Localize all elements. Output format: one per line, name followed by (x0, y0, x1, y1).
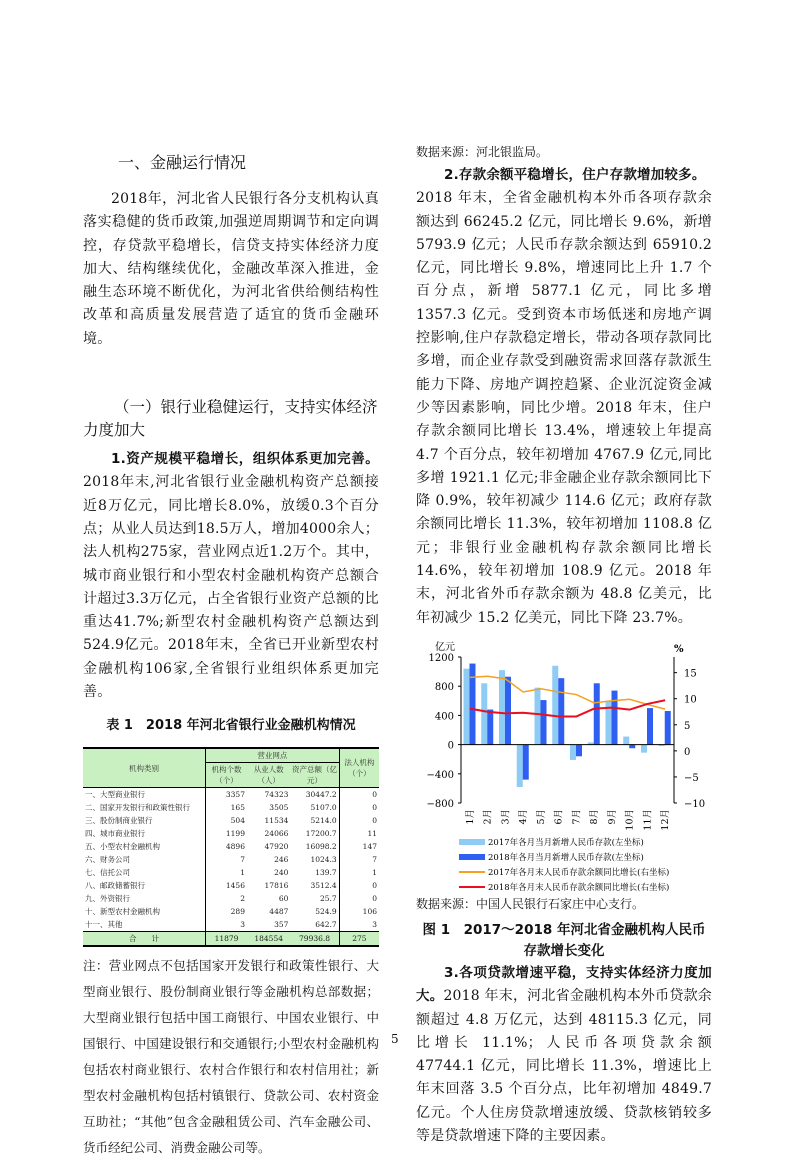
table-row (83, 788, 379, 802)
right-axis-unit: % (674, 643, 684, 655)
table-row (83, 879, 379, 892)
bar-2017 (499, 670, 505, 744)
legend-label: 2018年各月末人民币存款余额同比增长(右坐标) (488, 882, 670, 893)
table-cell: 0 (372, 790, 377, 800)
left-tick-label: −400 (426, 769, 454, 781)
table-cell: 139.7 (290, 866, 339, 879)
bar-2017 (623, 737, 629, 745)
table-total-cell: 11879 (206, 932, 247, 947)
table-cell: 147 (362, 842, 377, 852)
month-label: 9月 (606, 808, 618, 825)
para3-heading: 3.各项贷款增速平稳，支持实体经济力度加大。 (416, 964, 712, 1005)
bar-2017 (535, 688, 541, 745)
legend-label: 2018年各月当月新增人民币存款(左坐标) (488, 852, 644, 863)
bar-2018 (612, 691, 618, 745)
bar-2018 (647, 708, 653, 745)
table-total-cell: 275 (339, 932, 379, 947)
table-total-cell: 184554 (247, 932, 290, 947)
table-cell: 47920 (264, 842, 289, 852)
month-label: 10月 (624, 808, 636, 831)
right-tick-label: 15 (684, 668, 697, 680)
legend-swatch (459, 854, 485, 860)
month-label: 7月 (571, 808, 583, 825)
left-tick-label: 800 (434, 682, 454, 694)
table-cell: 0 (372, 881, 377, 891)
table-cell: 4896 (225, 842, 245, 852)
table-row (83, 801, 379, 814)
table-cell: 十一、其他 (83, 918, 206, 932)
header-count: 机构个数（个） (206, 763, 247, 788)
table-cell: 0 (372, 894, 377, 904)
left-tick-label: 1200 (428, 652, 454, 664)
bar-2018 (470, 664, 476, 745)
table-cell: 3 (372, 920, 377, 930)
month-label: 2月 (482, 808, 494, 825)
legend-label: 2017年各月当月新增人民币存款(左坐标) (488, 837, 644, 848)
table-caption: 表 1 2018 年河北省银行业金融机构情况 (106, 718, 356, 734)
table-cell: 106 (362, 907, 377, 917)
table-cell: 7 (372, 855, 377, 865)
table-total-row (83, 932, 379, 947)
bar-2018 (541, 700, 547, 745)
month-label: 1月 (464, 808, 476, 825)
bar-2018 (487, 709, 493, 744)
month-label: 6月 (553, 808, 565, 825)
month-label: 3月 (500, 808, 512, 825)
left-column (83, 188, 379, 1161)
table-cell: 五、小型农村金融机构 (83, 840, 206, 853)
bar-2018 (594, 683, 600, 744)
table-cell: 246 (274, 855, 289, 865)
table-cell: 一、大型商业银行 (83, 788, 206, 802)
legend-swatch (459, 839, 485, 845)
right-tick-label: 5 (684, 720, 691, 732)
page-number: 5 (391, 1032, 399, 1046)
table-cell: 17200.7 (290, 827, 339, 840)
section-title: 一、金融运行情况 (118, 153, 247, 172)
table-row (83, 827, 379, 840)
left-axis-unit: 亿元 (435, 641, 455, 653)
table-cell: 25.7 (290, 892, 339, 905)
table-cell: 二、国家开发银行和政策性银行 (83, 801, 206, 814)
table-row (83, 814, 379, 827)
bar-2017 (517, 745, 523, 787)
chart-source: 数据来源：中国人民银行石家庄中心支行。 (416, 896, 645, 911)
para2-text: 2018 年末，全省金融机构本外币各项存款余额达到 66245.2 亿元，同比增长 9.6%，新增 5793.9 亿元；人民币存款余额达到 65910.2 亿元，同比增长 9.8%，增速同比上升 1.7 个百分点，新增 5877.1 亿元，同比多增 1357.3 亿元。受到资本市场低迷和房地产调控影响,住户存款稳定增长，带动各项存款同比多增，而企业存款受到融资需求回落存款派生能力下降、房地产调控趋紧、企业沉淀资金减少等因素影响，同比少增。2018 年末，住户存款余额同比增长 13.4%，增速较上年提高 4.7 个百分点，较年初增加 4767.9 亿元,同比多增 1921.1 亿元;非金融企业存款余额同比下降 0.9%，较年初减少 114.6 亿元；政府存款余额同比增长 11.3%，较年初增加 1108.8 亿元；非银行业金融机构存款余额同比增长 14.6%，较年初增加 108.9 亿元。2018 年末，河北省外币存款余额为 48.8 亿美元，比年初减少 15.2 亿美元，同比下降 23.7%。 (416, 190, 712, 626)
table-row (83, 905, 379, 918)
table-cell: 六、财务公司 (83, 853, 206, 866)
table-cell: 3 (240, 920, 245, 930)
bar-2018 (576, 745, 582, 757)
table-cell: 240 (274, 868, 289, 878)
table-note: 注：营业网点不包括国家开发银行和政策性银行、大型商业银行、股份制商业银行等金融机构总部数据；大型商业银行包括中国工商银行、中国农业银行、中国银行、中国建设银行和交通银行;小型农村金融机构包括农村商业银行、农村合作银行和农村信用社；新型农村金融机构包括村镇银行、贷款公司、农村资金互助社；“其他”包含金融租赁公司、汽车金融公司、货币经纪公司、消费金融公司等。 (83, 958, 379, 1156)
right-tick-label: −5 (684, 772, 699, 784)
table-cell: 三、股份制商业银行 (83, 814, 206, 827)
month-label: 8月 (589, 808, 601, 825)
bar-2018 (558, 678, 564, 744)
table-cell: 八、邮政储蓄银行 (83, 879, 206, 892)
table-cell: 3505 (269, 803, 289, 813)
header-category: 机构类别 (83, 748, 206, 788)
intro-paragraph: 2018年，河北省人民银行各分支机构认真落实稳健的货币政策,加强逆周期调节和定向调控，存贷款平稳增长，信贷支持实体经济力度加大、结构继续优化，金融改革深入推进，金融生态环境不断优化，为河北省供给侧结构性改革和高质量发展营造了适宜的货币金融环境。 (83, 191, 379, 347)
bar-2018 (523, 745, 529, 780)
right-column (416, 142, 712, 1148)
table-cell: 4487 (269, 907, 289, 917)
header-legal: 法人机构（个） (339, 748, 379, 788)
table-source: 数据来源：河北银监局。 (416, 145, 549, 159)
bar-2017 (464, 669, 470, 745)
table-total-cell: 79936.8 (290, 932, 339, 947)
table-row (83, 853, 379, 866)
deposit-growth-chart (415, 640, 711, 893)
table-cell: 0 (372, 816, 377, 826)
table-cell: 165 (230, 803, 245, 813)
table-cell: 16098.2 (290, 840, 339, 853)
table-cell: 357 (274, 920, 289, 930)
table-cell: 60 (278, 894, 289, 904)
month-label: 12月 (660, 808, 672, 831)
para3-text: 2018 年末，河北省金融机构本外币贷款余额超过 4.8 万亿元，达到 48115.3 亿元，同比增长 11.1%；人民币各项贷款余额 47744.1 亿元，同比增长 11.3%，增速比上年末回落 3.5 个百分点，比年初增加 4849.7 亿元。个人住房贷款增速放缓、贷款核销较多等是贷款增速下降的主要因素。 (416, 988, 712, 1145)
table-row (83, 840, 379, 853)
right-tick-label: 10 (684, 694, 697, 706)
bar-2018 (629, 745, 635, 749)
table-cell: 七、信托公司 (83, 866, 206, 879)
bank-institutions-table (83, 747, 379, 947)
table-cell: 3357 (225, 790, 245, 800)
table-cell: 2 (240, 894, 245, 904)
right-tick-label: 0 (684, 746, 691, 758)
table-cell: 0 (372, 803, 377, 813)
bar-2017 (481, 683, 487, 744)
para2-heading: 2.存款余额平稳增长，住户存款增加较多。 (444, 167, 706, 183)
header-staff: 从业人数（人） (247, 763, 290, 788)
bar-2017 (641, 745, 647, 753)
table-cell: 四、城市商业银行 (83, 827, 206, 840)
left-tick-label: 0 (447, 740, 454, 752)
table-cell: 11534 (264, 816, 289, 826)
month-label: 5月 (535, 808, 547, 825)
month-label: 11月 (642, 808, 654, 831)
header-assets: 资产总额（亿元） (290, 763, 339, 788)
table-cell: 7 (240, 855, 245, 865)
left-tick-label: −800 (426, 798, 454, 810)
figure-caption: 图 1 2017～2018 年河北省金融机构人民币存款增长变化 (422, 921, 706, 959)
table-cell: 11 (367, 829, 377, 839)
table-cell: 十、新型农村金融机构 (83, 905, 206, 918)
bar-2018 (665, 711, 671, 745)
header-outlets: 营业网点 (206, 748, 340, 763)
left-tick-label: 400 (434, 711, 454, 723)
table-cell: 5107.0 (290, 801, 339, 814)
para1-heading: 1.资产规模平稳增长，组织体系更加完善。 (111, 451, 379, 468)
table-cell: 524.9 (290, 905, 339, 918)
table-cell: 5214.0 (290, 814, 339, 827)
table-cell: 17816 (264, 881, 289, 891)
right-tick-label: −10 (684, 798, 706, 810)
table-cell: 3512.4 (290, 879, 339, 892)
table-row (83, 918, 379, 932)
table-row (83, 866, 379, 879)
table-cell: 九、外资银行 (83, 892, 206, 905)
table-cell: 1 (240, 868, 245, 878)
para1-text: 2018年末,河北省银行业金融机构资产总额接近8万亿元，同比增长8.0%，放缓0.3个百分点；从业人员达到18.5万人，增加4000余人；法人机构275家，营业网点近1.2万个。其中，城市商业银行和小型农村金融机构资产总额合计超过3.3万亿元，占全省银行业资产总额的比重达41.7%;新型农村金融机构资产总额达到524.9亿元。2018年末，全省已开业新型农村金融机构106家,全省银行业组织体系更加完善。 (83, 474, 379, 701)
bar-2017 (570, 745, 576, 760)
bar-2018 (505, 677, 511, 745)
table-cell: 30447.2 (290, 788, 339, 802)
table-cell: 24066 (264, 829, 289, 839)
table-cell: 289 (230, 907, 245, 917)
table-cell: 1 (372, 868, 377, 878)
table-total-cell: 合 计 (83, 932, 206, 947)
table-cell: 74323 (264, 790, 289, 800)
month-label: 4月 (518, 808, 530, 825)
table-cell: 642.7 (290, 918, 339, 932)
table-cell: 1024.3 (290, 853, 339, 866)
table-cell: 1199 (225, 829, 245, 839)
table-cell: 504 (230, 816, 245, 826)
bar-2017 (552, 666, 558, 745)
subsection-title: （一）银行业稳健运行，支持实体经济力度加大 (83, 398, 378, 440)
legend-label: 2017年各月末人民币存款余额同比增长(右坐标) (488, 867, 670, 878)
table-cell: 1456 (225, 881, 245, 891)
table-row (83, 892, 379, 905)
